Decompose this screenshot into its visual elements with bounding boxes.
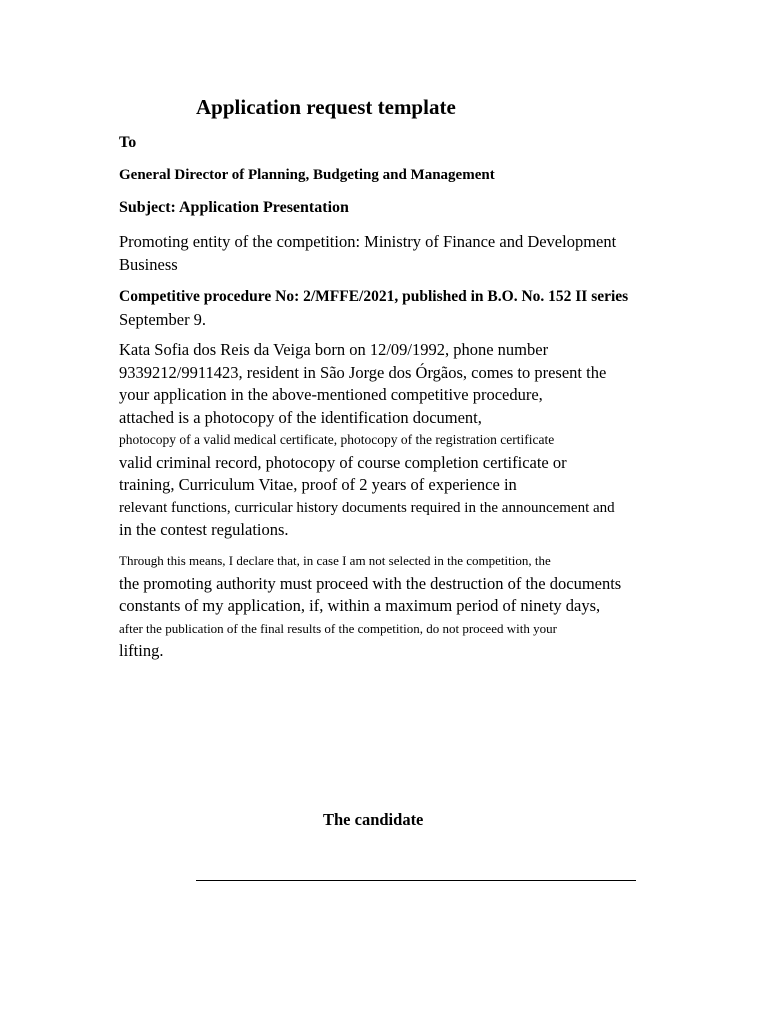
declaration-paragraph (119, 550, 719, 663)
addressee-label: To (119, 134, 137, 151)
procedure-line: Competitive procedure No: 2/MFFE/2021, published in B.O. No. 152 II series (119, 288, 629, 305)
body-line: Kata Sofia dos Reis da Veiga born on 12/09/1992, phone number (119, 340, 549, 359)
subject-line: Subject: Application Presentation (119, 199, 349, 216)
entity-line: Promoting entity of the competition: Ministry of Finance and Development (119, 232, 617, 251)
body-line: photocopy of a valid medical certificate, photocopy of the registration certificate (119, 432, 555, 447)
declaration-line: lifting. (119, 641, 164, 660)
signature-line (196, 880, 636, 881)
procedure-paragraph (119, 286, 719, 331)
declaration-line: after the publication of the final results of the competition, do not proceed with your (119, 620, 557, 636)
signature-label: The candidate (323, 810, 424, 829)
body-line: in the contest regulations. (119, 520, 289, 539)
promoting-entity-paragraph (119, 231, 719, 276)
body-line: relevant functions, curricular history documents required in the announcement and (119, 499, 615, 516)
application-body-paragraph (119, 339, 719, 542)
document-title: Application request template (196, 95, 456, 119)
recipient-line: General Director of Planning, Budgeting and Management (119, 167, 495, 183)
body-line: attached is a photocopy of the identification document, (119, 407, 482, 427)
body-line: valid criminal record, photocopy of course completion certificate or (119, 452, 567, 472)
procedure-date-line: September 9. (119, 309, 207, 329)
body-line: your application in the above-mentioned competitive procedure, (119, 385, 543, 404)
declaration-line: constants of my application, if, within a maximum period of ninety days, (119, 596, 601, 615)
declaration-line: Through this means, I declare that, in case I am not selected in the competition, the (119, 553, 551, 568)
body-line: 9339212/9911423, resident in São Jorge dos Órgãos, comes to present the (119, 362, 607, 382)
body-line: training, Curriculum Vitae, proof of 2 years of experience in (119, 475, 517, 494)
entity-line: Business (119, 254, 178, 274)
declaration-line: the promoting authority must proceed with the destruction of the documents (119, 573, 622, 593)
